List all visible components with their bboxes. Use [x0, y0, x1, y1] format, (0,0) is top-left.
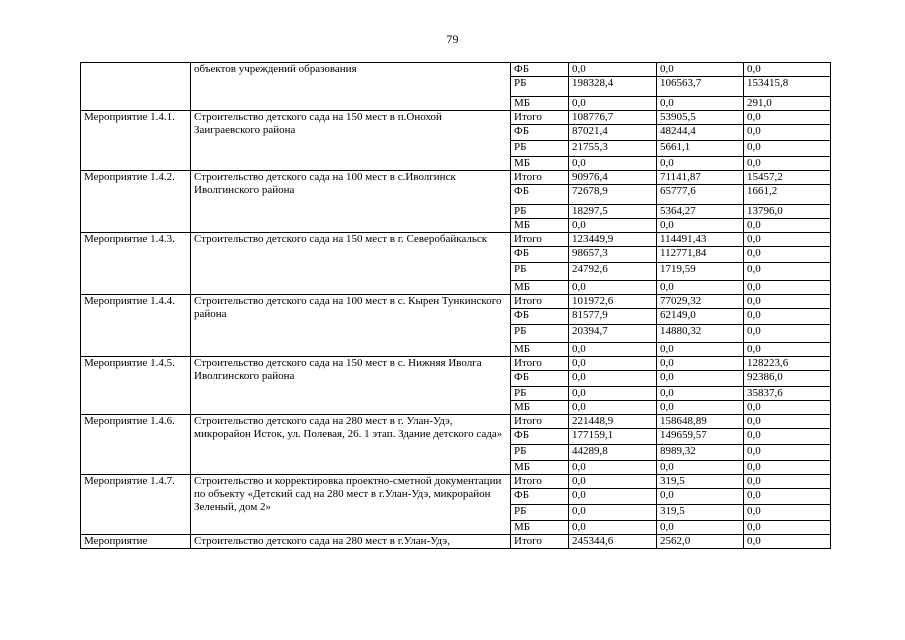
value-cell: 177159,1 [569, 429, 657, 445]
value-cell: 0,0 [657, 489, 744, 505]
source-cell: РБ [511, 77, 569, 97]
event-cell [81, 63, 191, 111]
value-cell: 0,0 [744, 247, 831, 263]
table-row [81, 415, 831, 429]
value-cell: 35837,6 [744, 387, 831, 401]
source-cell: МБ [511, 343, 569, 357]
value-cell: 2562,0 [657, 535, 744, 549]
value-cell: 48244,4 [657, 125, 744, 141]
description-cell: Строительство детского сада на 150 мест в с. Нижняя Иволга Иволгинского района [191, 357, 511, 415]
value-cell: 0,0 [744, 461, 831, 475]
source-cell: Итого [511, 357, 569, 371]
page-number: 79 [446, 32, 459, 46]
value-cell: 44289,8 [569, 445, 657, 461]
value-cell: 0,0 [657, 461, 744, 475]
value-cell: 5661,1 [657, 141, 744, 157]
value-cell: 0,0 [657, 371, 744, 387]
value-cell: 0,0 [569, 281, 657, 295]
value-cell: 319,5 [657, 475, 744, 489]
value-cell: 221448,9 [569, 415, 657, 429]
event-cell: Мероприятие 1.4.5. [81, 357, 191, 415]
source-cell: МБ [511, 219, 569, 233]
value-cell: 0,0 [569, 219, 657, 233]
value-cell: 0,0 [744, 219, 831, 233]
value-cell: 0,0 [744, 141, 831, 157]
source-cell: МБ [511, 461, 569, 475]
value-cell: 0,0 [744, 415, 831, 429]
value-cell: 198328,4 [569, 77, 657, 97]
value-cell: 0,0 [744, 505, 831, 521]
source-cell: РБ [511, 387, 569, 401]
value-cell: 77029,32 [657, 295, 744, 309]
value-cell: 149659,57 [657, 429, 744, 445]
table-row [81, 171, 831, 185]
value-cell: 0,0 [744, 125, 831, 141]
source-cell: Итого [511, 111, 569, 125]
event-cell: Мероприятие 1.4.1. [81, 111, 191, 171]
value-cell: 106563,7 [657, 77, 744, 97]
description-cell: Строительство детского сада на 100 мест в с. Кырен Тункинского района [191, 295, 511, 357]
value-cell: 0,0 [744, 521, 831, 535]
source-cell: ФБ [511, 371, 569, 387]
value-cell: 0,0 [744, 281, 831, 295]
value-cell: 0,0 [744, 343, 831, 357]
value-cell: 14880,32 [657, 325, 744, 343]
value-cell: 90976,4 [569, 171, 657, 185]
value-cell: 81577,9 [569, 309, 657, 325]
table-row [81, 233, 831, 247]
source-cell: МБ [511, 281, 569, 295]
table-row [81, 111, 831, 125]
value-cell: 112771,84 [657, 247, 744, 263]
table-row [81, 63, 831, 77]
value-cell: 101972,6 [569, 295, 657, 309]
event-cell: Мероприятие 1.4.4. [81, 295, 191, 357]
value-cell: 98657,3 [569, 247, 657, 263]
value-cell: 13796,0 [744, 205, 831, 219]
event-cell: Мероприятие [81, 535, 191, 549]
value-cell: 158648,89 [657, 415, 744, 429]
value-cell: 0,0 [569, 489, 657, 505]
table-row [81, 295, 831, 309]
source-cell: МБ [511, 97, 569, 111]
value-cell: 0,0 [657, 343, 744, 357]
value-cell: 0,0 [744, 309, 831, 325]
value-cell: 0,0 [657, 219, 744, 233]
value-cell: 0,0 [657, 387, 744, 401]
value-cell: 128223,6 [744, 357, 831, 371]
source-cell: МБ [511, 521, 569, 535]
value-cell: 0,0 [744, 325, 831, 343]
value-cell: 1661,2 [744, 185, 831, 205]
source-cell: Итого [511, 171, 569, 185]
value-cell: 21755,3 [569, 141, 657, 157]
value-cell: 123449,9 [569, 233, 657, 247]
value-cell: 0,0 [569, 371, 657, 387]
source-cell: РБ [511, 141, 569, 157]
value-cell: 291,0 [744, 97, 831, 111]
value-cell: 0,0 [657, 97, 744, 111]
value-cell: 0,0 [657, 63, 744, 77]
source-cell: ФБ [511, 185, 569, 205]
source-cell: Итого [511, 415, 569, 429]
value-cell: 245344,6 [569, 535, 657, 549]
value-cell: 87021,4 [569, 125, 657, 141]
value-cell: 0,0 [744, 445, 831, 461]
value-cell: 114491,43 [657, 233, 744, 247]
value-cell: 0,0 [744, 429, 831, 445]
event-cell: Мероприятие 1.4.7. [81, 475, 191, 535]
source-cell: РБ [511, 325, 569, 343]
source-cell: ФБ [511, 489, 569, 505]
value-cell: 0,0 [744, 111, 831, 125]
value-cell: 0,0 [744, 401, 831, 415]
source-cell: Итого [511, 475, 569, 489]
description-cell: объектов учреждений образования [191, 63, 511, 111]
value-cell: 0,0 [569, 505, 657, 521]
value-cell: 18297,5 [569, 205, 657, 219]
value-cell: 0,0 [569, 475, 657, 489]
value-cell: 153415,8 [744, 77, 831, 97]
value-cell: 0,0 [744, 489, 831, 505]
table-row [81, 357, 831, 371]
value-cell: 0,0 [744, 63, 831, 77]
value-cell: 53905,5 [657, 111, 744, 125]
value-cell: 92386,0 [744, 371, 831, 387]
description-cell: Строительство детского сада на 280 мест в г. Улан-Удэ, микрорайон Исток, ул. Полевая, 26. 1 этап. Здание детского сада» [191, 415, 511, 475]
value-cell: 0,0 [569, 387, 657, 401]
description-cell: Строительство детского сада на 150 мест в г. Северобайкальск [191, 233, 511, 295]
table-row [81, 535, 831, 549]
source-cell: РБ [511, 505, 569, 521]
event-cell: Мероприятие 1.4.2. [81, 171, 191, 233]
value-cell: 62149,0 [657, 309, 744, 325]
value-cell: 1719,59 [657, 263, 744, 281]
value-cell: 15457,2 [744, 171, 831, 185]
value-cell: 0,0 [569, 157, 657, 171]
value-cell: 65777,6 [657, 185, 744, 205]
value-cell: 108776,7 [569, 111, 657, 125]
description-cell: Строительство детского сада на 280 мест в г.Улан-Удэ, [191, 535, 511, 549]
value-cell: 0,0 [744, 233, 831, 247]
source-cell: Итого [511, 295, 569, 309]
value-cell: 0,0 [657, 357, 744, 371]
source-cell: ФБ [511, 247, 569, 263]
source-cell: ФБ [511, 125, 569, 141]
source-cell: ФБ [511, 429, 569, 445]
value-cell: 319,5 [657, 505, 744, 521]
source-cell: РБ [511, 445, 569, 461]
source-cell: РБ [511, 263, 569, 281]
value-cell: 72678,9 [569, 185, 657, 205]
source-cell: МБ [511, 157, 569, 171]
value-cell: 5364,27 [657, 205, 744, 219]
source-cell: МБ [511, 401, 569, 415]
value-cell: 0,0 [569, 97, 657, 111]
event-cell: Мероприятие 1.4.3. [81, 233, 191, 295]
budget-table [80, 62, 831, 549]
source-cell: Итого [511, 233, 569, 247]
value-cell: 20394,7 [569, 325, 657, 343]
value-cell: 0,0 [569, 357, 657, 371]
source-cell: ФБ [511, 309, 569, 325]
value-cell: 0,0 [569, 63, 657, 77]
source-cell: ФБ [511, 63, 569, 77]
value-cell: 0,0 [657, 157, 744, 171]
value-cell: 0,0 [744, 157, 831, 171]
value-cell: 0,0 [744, 295, 831, 309]
event-cell: Мероприятие 1.4.6. [81, 415, 191, 475]
value-cell: 0,0 [569, 521, 657, 535]
description-cell: Строительство и корректировка проектно-сметной документации по объекту «Детский сад на 280 мест в г.Улан-Удэ, микрорайон Зеленый, дом 2» [191, 475, 511, 535]
value-cell: 71141,87 [657, 171, 744, 185]
value-cell: 0,0 [744, 535, 831, 549]
table-row [81, 475, 831, 489]
value-cell: 8989,32 [657, 445, 744, 461]
source-cell: РБ [511, 205, 569, 219]
value-cell: 0,0 [744, 263, 831, 281]
value-cell: 0,0 [657, 281, 744, 295]
budget-table-body [81, 63, 831, 549]
description-cell: Строительство детского сада на 150 мест в п.Онохой Заиграевского района [191, 111, 511, 171]
value-cell: 0,0 [657, 401, 744, 415]
value-cell: 0,0 [744, 475, 831, 489]
value-cell: 0,0 [657, 521, 744, 535]
value-cell: 0,0 [569, 401, 657, 415]
value-cell: 0,0 [569, 343, 657, 357]
value-cell: 0,0 [569, 461, 657, 475]
description-cell: Строительство детского сада на 100 мест в с.Иволгинск Иволгинского района [191, 171, 511, 233]
value-cell: 24792,6 [569, 263, 657, 281]
source-cell: Итого [511, 535, 569, 549]
